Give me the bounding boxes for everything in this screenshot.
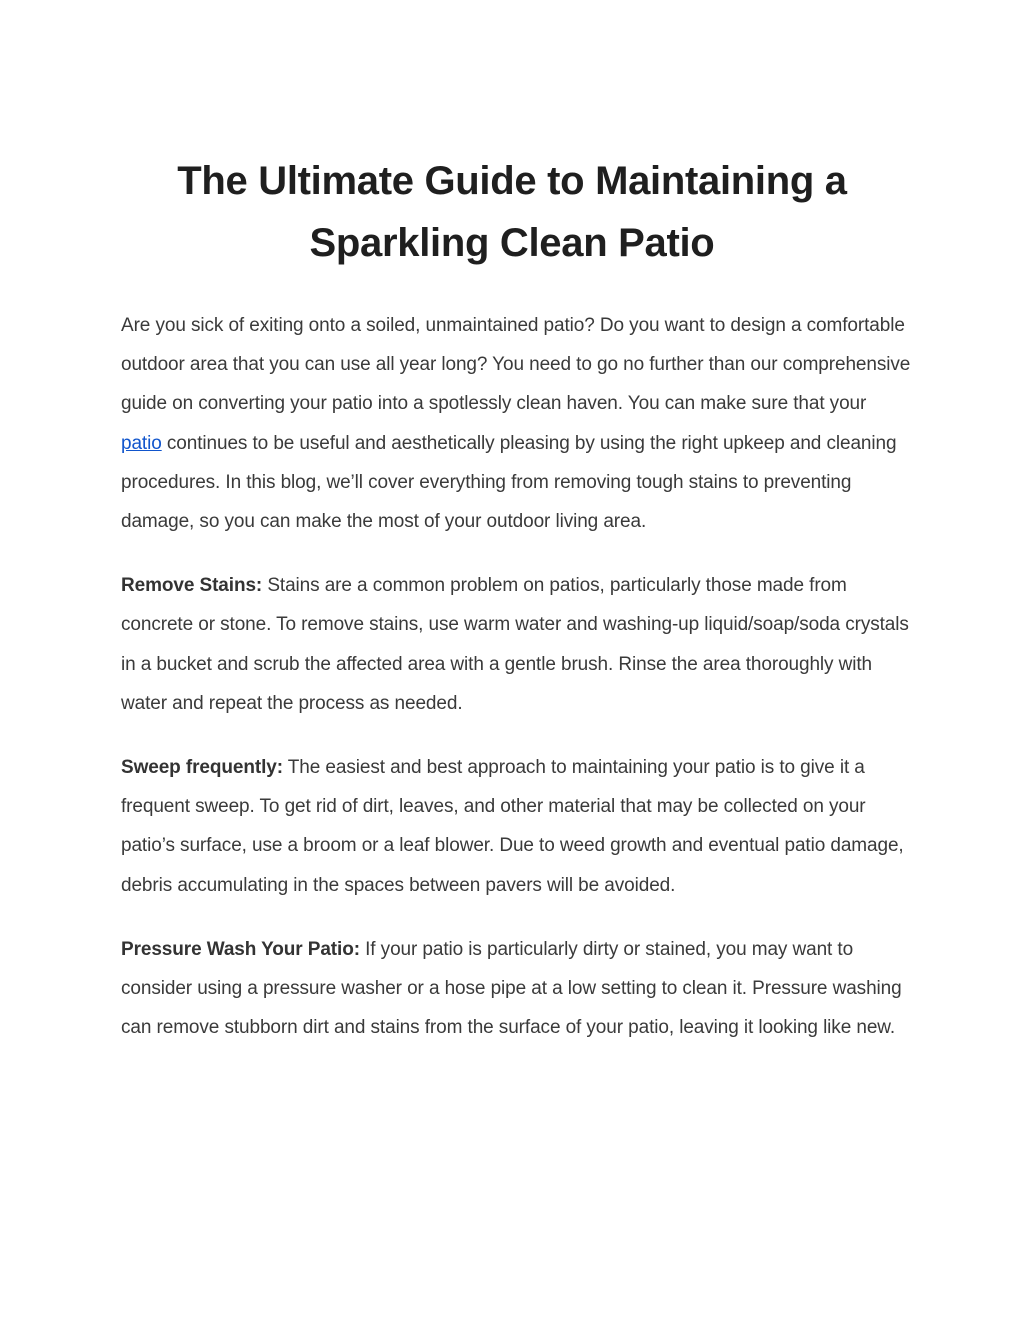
section-sweep-frequently [121,748,911,905]
section-text: If your patio is particularly dirty or stained, you may want to consider using a pressure washer or a hose pipe at a low setting to clean it. Pressure washing can remove stubborn dirt and stains from the surface of your patio, leaving it looking like new. [121,938,902,1039]
section-heading: Sweep frequently: [121,757,283,779]
section-text: The easiest and best approach to maintaining your patio is to give it a frequent sweep. To get rid of dirt, leaves, and other material that may be collected on your patio’s surface, use a broom or a leaf blower. Due to weed growth and eventual patio damage, debris accumulating in the spaces between pavers will be avoided. [121,757,904,896]
intro-text-after-link: continues to be useful and aesthetically pleasing by using the right upkeep and cleaning procedures. In this blog, we’ll cover everything from removing tough stains to preventing damage, so you can make the most of your outdoor living area. [121,432,897,533]
page-title: The Ultimate Guide to Maintaining a Sparkling Clean Patio [177,159,847,265]
intro-paragraph [121,306,911,541]
article-body [121,306,911,1072]
intro-text-before-link: Are you sick of exiting onto a soiled, unmaintained patio? Do you want to design a comfortable outdoor area that you can use all year long? You need to go no further than our comprehensive guide on converting your patio into a spotlessly clean haven. You can make sure that your [121,315,911,415]
section-heading: Pressure Wash Your Patio: [121,938,360,960]
section-pressure-wash [121,930,911,1048]
section-text: Stains are a common problem on patios, particularly those made from concrete or stone. To remove stains, use warm water and washing-up liquid/soap/soda crystals in a bucket and scrub the affected area with a gentle brush. Rinse the area thoroughly with water and repeat the process as needed. [121,575,909,714]
section-remove-stains [121,566,911,723]
patio-link[interactable]: patio [121,432,162,454]
section-heading: Remove Stains: [121,575,263,597]
